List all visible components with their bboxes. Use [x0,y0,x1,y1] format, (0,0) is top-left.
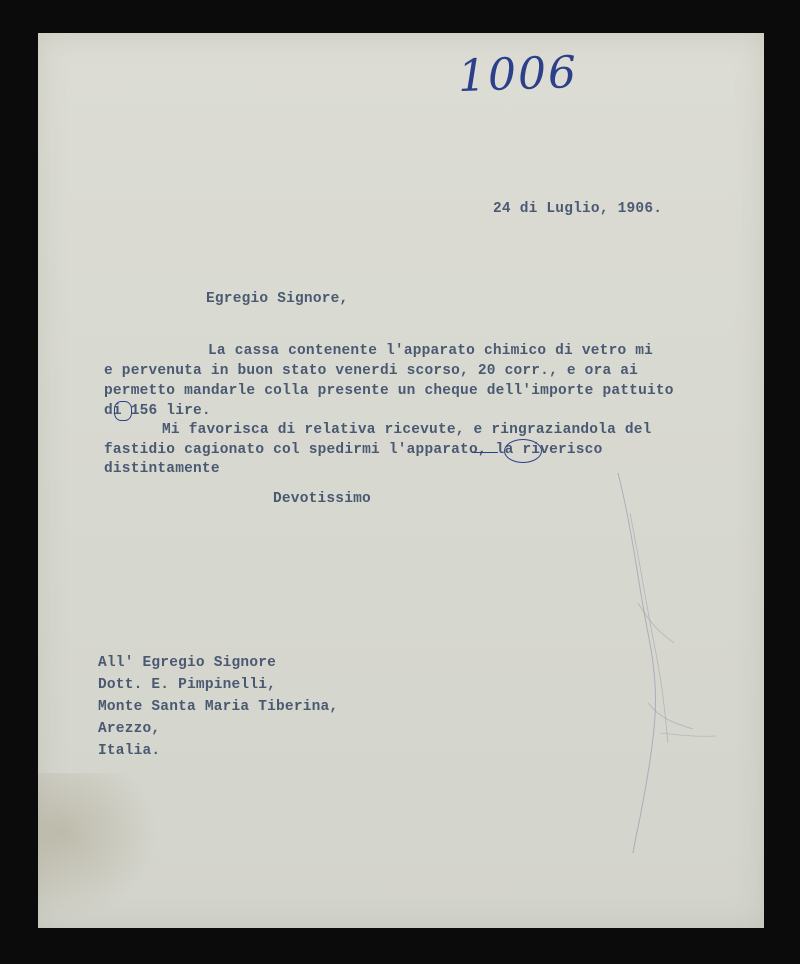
letter-page [38,33,764,928]
handwritten-correction-mark [114,401,132,421]
address-line-3: Monte Santa Maria Tiberina, [98,699,339,715]
body-line-7: distintamente [104,461,220,477]
closing: Devotissimo [273,491,371,507]
address-line-1: All' Egregio Signore [98,655,277,671]
body-line-4: di 156 lire. [104,403,211,419]
body-line-1: La cassa contenente l'apparato chimico di vetro mi [208,343,654,359]
body-line-3: permetto mandarle colla presente un cheque dell'importe pattuito [104,383,674,399]
salutation: Egregio Signore, [206,291,349,307]
address-line-4: Arezzo, [98,721,161,737]
letter-date: 24 di Luglio, 1906. [493,201,663,217]
body-line-5: Mi favorisca di relativa ricevute, e ringraziandola del [162,422,652,438]
paper-stain [38,773,158,923]
address-line-2: Dott. E. Pimpinelli, [98,677,277,693]
strike-through-mark [472,452,498,453]
address-line-5: Italia. [98,743,161,759]
body-line-6: fastidio cagionato col spedirmi l'apparato, la riverisco [104,442,603,458]
document-number: 1006 [457,46,579,103]
handwritten-circle-mark [504,439,542,463]
pencil-scribble [578,473,718,853]
body-line-2: e pervenuta in buon stato venerdi scorso, 20 corr., e ora ai [104,363,639,379]
